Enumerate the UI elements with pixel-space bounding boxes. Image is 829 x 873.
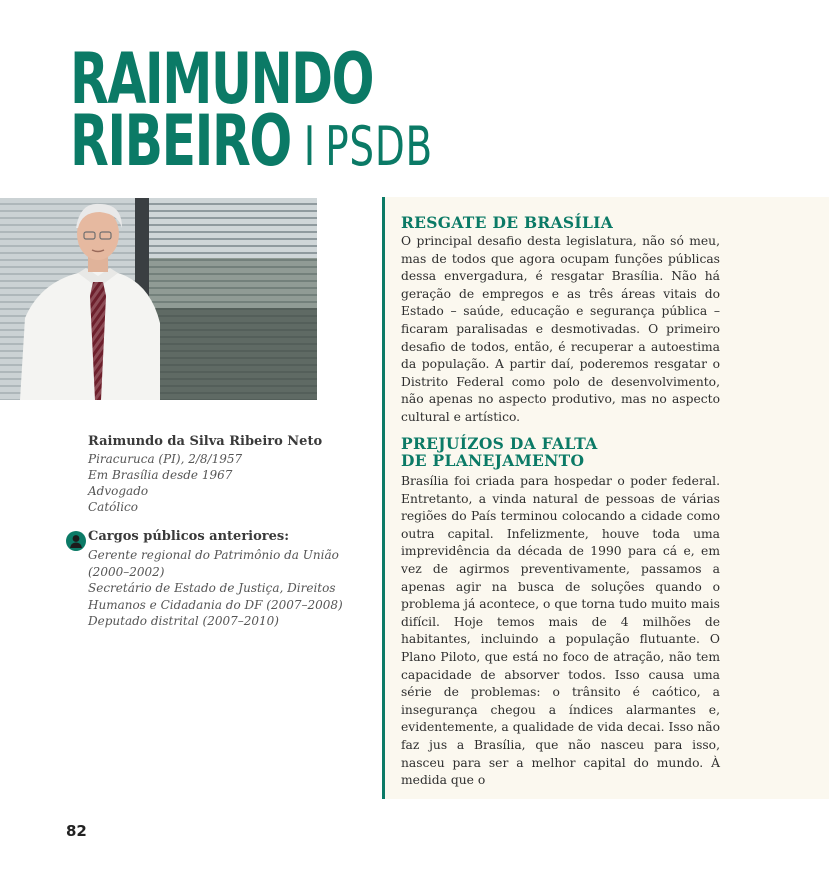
profession: Advogado — [88, 484, 149, 498]
section-heading-resgate: RESGATE DE BRASÍLIA — [401, 213, 614, 232]
person-badge-icon — [66, 531, 86, 551]
list-item: Deputado distrital (2007–2010) — [88, 614, 279, 629]
section-heading-prejuizos — [401, 435, 598, 469]
title-name-line1: RAIMUNDO — [70, 38, 373, 120]
birthplace-date: Piracuruca (PI), 2/8/1957 — [88, 452, 243, 466]
portrait-illustration — [0, 198, 317, 400]
section-heading-line: DE PLANEJAMENTO — [401, 451, 585, 470]
section-heading-line: PREJUÍZOS DA FALTA — [401, 434, 598, 453]
section-text-prejuizos: Brasília foi criada para hospedar o poder federal. Entretanto, a vinda natural de pessoas de várias regiões do País terminou colocando a cidade como outra capital. Infelizmente, houve toda uma imprevidência da década de 1990 para cá e, em vez de agirmos preventivamente, passamos a apenas agir na busca de soluções quando o problema já acontece, o que torna tudo muito mais difícil. Hoje temos mais de 4 milhões de habitantes, incluindo a população flutuante. O Plano Piloto, que está no foco de atração, não tem capacidade de absorver todos. Isso causa uma série de problemas: o trânsito é caótico, a insegurança chegou a índices alarmantes e, evidentemente, a qualidade de vida decai. Isso não faz jus a Brasília, que não nasceu para isso, nasceu para ser a melhor capital do mundo. À medida que o — [401, 474, 720, 788]
article-divider — [382, 197, 385, 799]
full-name: Raimundo da Silva Ribeiro Neto — [88, 434, 323, 449]
cargos-heading: Cargos públicos anteriores: — [88, 529, 290, 544]
page-title — [70, 38, 433, 182]
title-separator: I — [303, 115, 316, 178]
party-label: PSDB — [325, 115, 433, 178]
portrait-photo — [0, 198, 317, 400]
cargos-list — [88, 547, 358, 630]
list-item: Gerente regional do Patrimônio da União (2000–2002) — [88, 548, 339, 579]
religion: Católico — [88, 500, 139, 514]
list-item: Secretário de Estado de Justiça, Direitos Humanos e Cidadania do DF (2007–2008) — [88, 581, 343, 612]
page-number: 82 — [66, 822, 87, 840]
profile-details — [88, 434, 338, 515]
in-brasilia-since: Em Brasília desde 1967 — [88, 468, 233, 482]
title-name-line2: RIBEIRO — [70, 100, 291, 182]
section-text-resgate: O principal desafio desta legislatura, não só meu, mas de todos que agora ocupam funções públicas dessa envergadura, é resgatar Brasília. Não há geração de empregos e as três áreas vitais do Estado – saúde, educação e segurança pública – ficaram paralisadas e desmotivadas. O primeiro desafio de todos, então, é recuperar a autoestima da população. A partir daí, poderemos resgatar o Distrito Federal como polo de desenvolvimento, não apenas no aspecto produtivo, mas no aspecto cultural e artístico. — [401, 234, 720, 424]
